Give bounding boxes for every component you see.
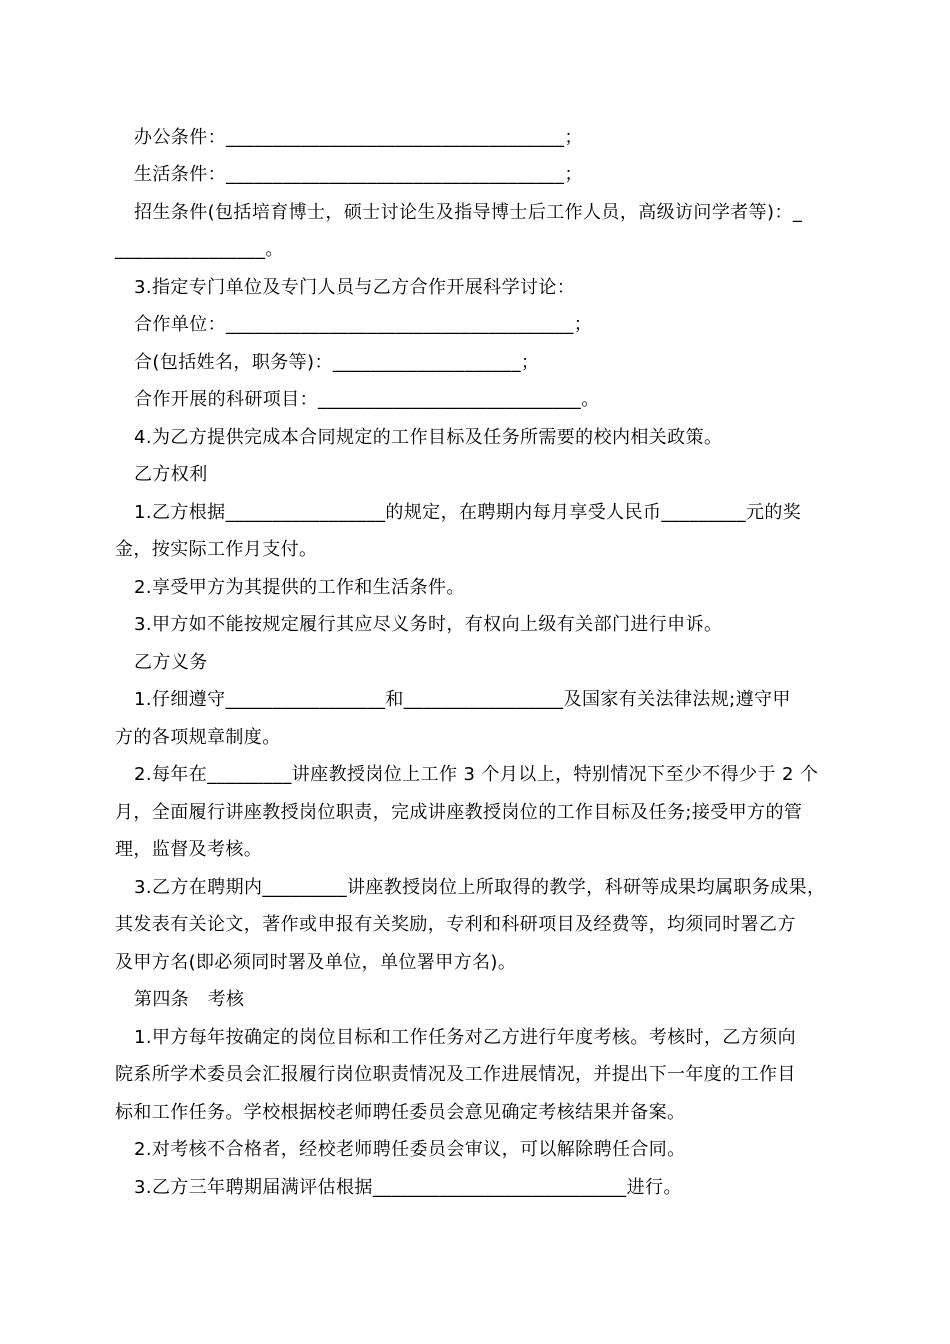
clause-assessment-1-continuation-2: 标和工作任务。学校根据校老师聘任委员会意见确定考核结果并备案。 bbox=[115, 1102, 686, 1123]
enrollment-conditions-continuation: ________________。 bbox=[115, 239, 284, 260]
clause-rights-2: 2.享受甲方为其提供的工作和生活条件。 bbox=[134, 577, 465, 598]
clause-duties-1-continuation: 方的各项规章制度。 bbox=[115, 727, 281, 748]
clause-assessment-3: 3.乙方三年聘期届满评估根据___________________________进行。 bbox=[134, 1177, 682, 1198]
living-conditions-line: 生活条件：____________________________________； bbox=[134, 164, 583, 185]
clause-rights-3: 3.甲方如不能按规定履行其应尽义务时，有权向上级有关部门进行申诉。 bbox=[134, 614, 723, 635]
clause-duties-3-continuation-2: 及甲方名(即必须同时署及单位，单位署甲方名)。 bbox=[115, 952, 517, 973]
enrollment-conditions-line: 招生条件(包括培育博士，硕士讨论生及指导博士后工作人员，高级访问学者等)：_ bbox=[134, 202, 803, 223]
clause-duties-3-continuation-1: 其发表有关论文，著作或申报有关奖励，专利和科研项目及经费等，均须同时署乙方 bbox=[115, 914, 796, 935]
clause-assessment-1-continuation-1: 院系所学术委员会汇报履行岗位职责情况及工作进展情况，并提出下一年度的工作目 bbox=[115, 1064, 796, 1085]
heading-party-b-duties: 乙方义务 bbox=[134, 652, 208, 673]
heading-article-4-assessment: 第四条 考核 bbox=[134, 989, 245, 1010]
clause-assessment-1: 1.甲方每年按确定的岗位目标和工作任务对乙方进行年度考核。考核时，乙方须向 bbox=[134, 1027, 796, 1048]
office-conditions-line: 办公条件：____________________________________； bbox=[134, 127, 583, 148]
heading-party-b-rights: 乙方权利 bbox=[134, 464, 208, 485]
clause-assessment-2: 2.对考核不合格者，经校老师聘任委员会审议，可以解除聘任合同。 bbox=[134, 1139, 686, 1160]
clause-a4-policies: 4.为乙方提供完成本合同规定的工作目标及任务所需要的校内相关政策。 bbox=[134, 427, 723, 448]
clause-rights-1: 1.乙方根据_________________的规定，在聘期内每月享受人民币_________元的奖 bbox=[134, 502, 802, 523]
clause-a3-designated-unit: 3.指定专门单位及专门人员与乙方合作开展科学讨论： bbox=[134, 277, 576, 298]
cooperating-person-line: 合(包括姓名，职务等)：____________________； bbox=[134, 352, 540, 373]
clause-duties-3: 3.乙方在聘期内_________讲座教授岗位上所取得的教学，科研等成果均属职务成果， bbox=[134, 877, 826, 898]
clause-duties-2: 2.每年在_________讲座教授岗位上工作 3 个月以上，特别情况下至少不得少于 2 个 bbox=[134, 764, 819, 785]
clause-duties-2-continuation-1: 月，全面履行讲座教授岗位职责，完成讲座教授岗位的工作目标及任务;接受甲方的管 bbox=[115, 802, 803, 823]
cooperating-unit-line: 合作单位：_____________________________________； bbox=[134, 314, 593, 335]
clause-duties-2-continuation-2: 理，监督及考核。 bbox=[115, 839, 263, 860]
clause-rights-1-continuation: 金，按实际工作月支付。 bbox=[115, 539, 318, 560]
research-project-line: 合作开展的科研项目：____________________________。 bbox=[134, 389, 600, 410]
clause-duties-1: 1.仔细遵守_________________和_________________及国家有关法律法规;遵守甲 bbox=[134, 689, 791, 710]
